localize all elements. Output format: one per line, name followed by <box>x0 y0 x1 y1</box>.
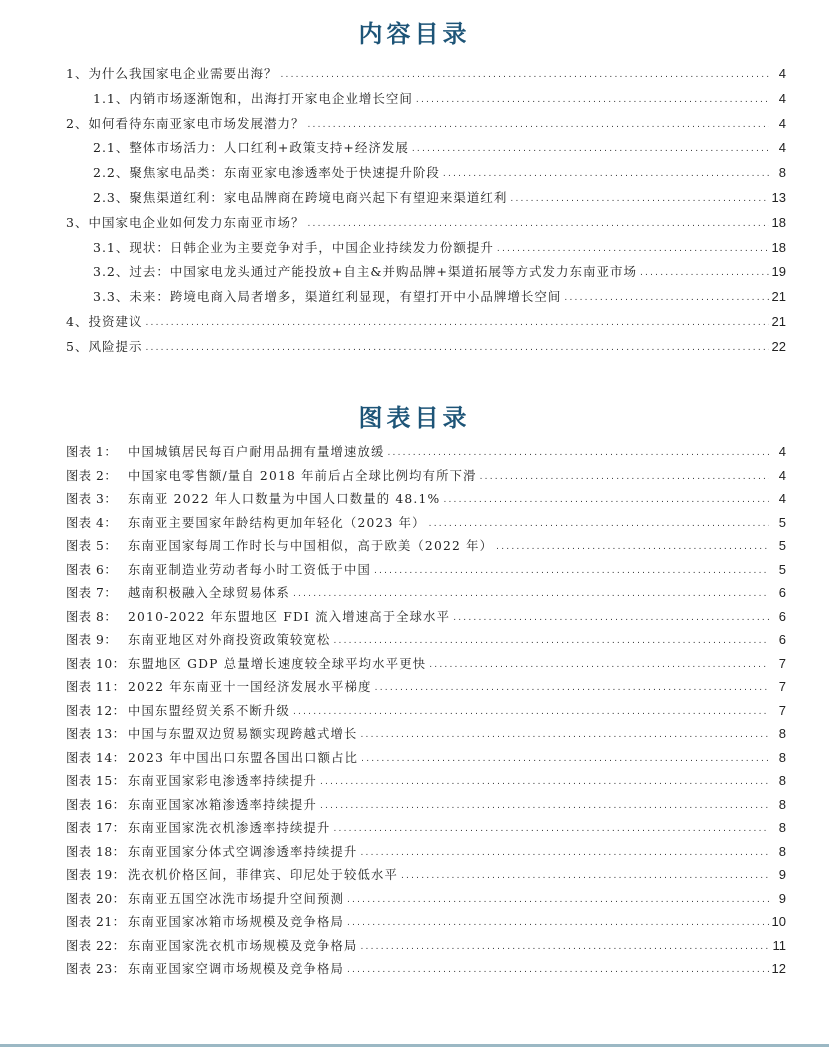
figure-entry[interactable] <box>66 957 786 981</box>
toc-entry-label[interactable]: 3.2、过去：中国家电龙头通过产能投放+自主&并购品牌+渠道拓展等方式发力东南亚市场 <box>93 264 637 280</box>
figure-number: 图表 9： <box>66 633 118 647</box>
toc-entry[interactable] <box>66 285 786 310</box>
figure-entry[interactable] <box>66 769 786 793</box>
figure-page: 5 <box>778 561 786 577</box>
figure-entry[interactable] <box>66 934 786 958</box>
dot-leader <box>307 212 768 236</box>
dot-leader <box>360 842 769 864</box>
figure-entry[interactable] <box>66 910 786 934</box>
figure-page: 8 <box>778 726 786 741</box>
figure-number: 图表 16： <box>66 797 126 812</box>
figure-page: 8 <box>778 773 786 788</box>
figure-entry[interactable] <box>66 652 786 676</box>
toc-entry-page: 19 <box>771 264 786 280</box>
dot-leader <box>374 560 769 582</box>
figure-entry[interactable] <box>66 464 786 488</box>
figure-entry[interactable] <box>66 722 786 746</box>
dot-leader <box>293 583 769 605</box>
figure-number: 图表 15： <box>66 774 126 788</box>
table-of-contents <box>66 62 786 360</box>
figure-label[interactable]: 中国城镇居民每百户耐用品拥有量增速放缓 <box>128 445 385 459</box>
figure-label[interactable]: 中国家电零售额/量自 2018 年前后占全球比例均有所下滑 <box>128 468 477 483</box>
figure-label[interactable]: 东南亚国家洗衣机市场规模及竞争格局 <box>128 938 358 953</box>
dot-leader <box>145 336 768 360</box>
dot-leader <box>429 654 769 676</box>
figure-page: 6 <box>778 585 786 600</box>
figure-number: 图表 19： <box>66 868 126 882</box>
figure-label[interactable]: 东南亚 2022 年人口数量为中国人口数量的 48.1% <box>128 492 441 506</box>
dot-leader <box>347 959 769 981</box>
toc-entry-label[interactable]: 2.3、聚焦渠道红利：家电品牌商在跨境电商兴起下有望迎来渠道红利 <box>93 189 508 205</box>
toc-entry[interactable] <box>66 236 786 261</box>
toc-entry[interactable] <box>66 62 786 87</box>
figure-page: 4 <box>778 491 786 506</box>
figure-label[interactable]: 东南亚地区对外商投资政策较宽松 <box>128 633 331 647</box>
dot-leader <box>510 187 768 211</box>
figure-label[interactable]: 东南亚国家分体式空调渗透率持续提升 <box>128 844 358 859</box>
figure-page: 5 <box>778 538 786 553</box>
figure-label[interactable]: 中国与东盟双边贸易额实现跨越式增长 <box>128 727 358 741</box>
figure-number: 图表 12： <box>66 703 126 718</box>
dot-leader <box>453 607 769 629</box>
figure-page: 9 <box>778 890 786 906</box>
figure-page: 8 <box>778 749 786 765</box>
dot-leader <box>375 677 769 699</box>
figure-entry[interactable] <box>66 675 786 699</box>
figure-entry[interactable] <box>66 558 786 582</box>
figure-label[interactable]: 东南亚五国空冰洗市场提升空间预测 <box>128 891 344 906</box>
figure-label[interactable]: 2023 年中国出口东盟各国出口额占比 <box>128 750 359 765</box>
dot-leader <box>347 889 769 911</box>
toc-entry-page: 13 <box>771 189 786 205</box>
figure-number: 图表 6： <box>66 562 118 577</box>
toc-entry-label[interactable]: 1、为什么我国家电企业需要出海？ <box>66 66 278 81</box>
figure-number: 图表 8： <box>66 609 118 624</box>
dot-leader <box>360 724 769 746</box>
toc-entry[interactable] <box>66 310 786 335</box>
dot-leader <box>640 261 769 285</box>
figure-page: 4 <box>778 467 786 483</box>
dot-leader <box>333 818 769 840</box>
toc-entry[interactable] <box>66 87 786 112</box>
dot-leader <box>480 466 769 488</box>
figure-page: 10 <box>771 914 786 929</box>
figure-entry[interactable] <box>66 581 786 605</box>
figure-label[interactable]: 东南亚国家洗衣机渗透率持续提升 <box>128 821 331 835</box>
dot-leader <box>412 137 769 161</box>
figure-page: 6 <box>778 632 786 647</box>
toc-entry-label[interactable]: 3.3、未来：跨境电商入局者增多，渠道红利显现，有望打开中小品牌增长空间 <box>93 289 562 305</box>
figure-label[interactable]: 东盟地区 GDP 总量增长速度较全球平均水平更快 <box>128 656 427 671</box>
figure-page: 9 <box>778 867 786 882</box>
figure-number: 图表 10： <box>66 656 126 671</box>
figure-label[interactable]: 东南亚国家冰箱渗透率持续提升 <box>128 797 317 812</box>
toc-entry-label[interactable]: 3、中国家电企业如何发力东南亚市场？ <box>66 214 305 230</box>
figure-entry[interactable] <box>66 840 786 864</box>
figure-number: 图表 4： <box>66 515 118 530</box>
figure-page: 7 <box>778 655 786 671</box>
toc-entry[interactable] <box>66 186 786 211</box>
figure-entry[interactable] <box>66 534 786 558</box>
figure-label[interactable]: 洗衣机价格区间，菲律宾、印尼处于较低水平 <box>128 868 398 882</box>
figure-label[interactable]: 东南亚主要国家年龄结构更加年轻化（2023 年） <box>128 515 426 530</box>
toc-entry[interactable] <box>66 136 786 161</box>
toc-entry-label[interactable]: 1.1、内销市场逐渐饱和，出海打开家电企业增长空间 <box>93 90 413 106</box>
figure-number: 图表 7： <box>66 586 118 600</box>
figure-number: 图表 21： <box>66 915 126 929</box>
toc-entry-page: 4 <box>778 115 786 131</box>
figure-label[interactable]: 越南积极融入全球贸易体系 <box>128 586 290 600</box>
figure-entry[interactable] <box>66 440 786 464</box>
figure-number: 图表 5： <box>66 539 118 553</box>
figure-page: 5 <box>778 514 786 530</box>
toc-entry-label[interactable]: 2、如何看待东南亚家电市场发展潜力？ <box>66 115 305 131</box>
toc-entry[interactable] <box>66 260 786 285</box>
dot-leader <box>401 865 769 887</box>
figure-page: 8 <box>778 796 786 812</box>
figure-entry[interactable] <box>66 816 786 840</box>
figure-page: 7 <box>778 702 786 718</box>
toc-entry-label[interactable]: 2.2、聚焦家电品类：东南亚家电渗透率处于快速提升阶段 <box>93 165 440 181</box>
figure-number: 图表 23： <box>66 962 126 976</box>
dot-leader <box>564 286 768 310</box>
figure-entry[interactable] <box>66 887 786 911</box>
figure-label[interactable]: 东南亚国家空调市场规模及竞争格局 <box>128 962 344 976</box>
figure-entry[interactable] <box>66 699 786 723</box>
toc-entry-label[interactable]: 4、投资建议 <box>66 313 143 329</box>
figure-number: 图表 17： <box>66 821 126 835</box>
figure-number: 图表 14： <box>66 750 126 765</box>
toc-entry-label[interactable]: 2.1、整体市场活力：人口红利+政策支持+经济发展 <box>93 140 409 156</box>
figure-label[interactable]: 东南亚国家彩电渗透率持续提升 <box>128 774 317 788</box>
toc-entry[interactable] <box>66 161 786 186</box>
dot-leader <box>293 701 769 723</box>
figure-list-heading: 图表目录 <box>358 403 471 432</box>
figure-number: 图表 3： <box>66 492 118 506</box>
figure-label[interactable]: 中国东盟经贸关系不断升级 <box>128 703 290 718</box>
dot-leader <box>360 936 769 958</box>
figure-page: 8 <box>778 843 786 859</box>
figure-entry[interactable] <box>66 793 786 817</box>
dot-leader <box>333 630 769 652</box>
figure-page: 6 <box>778 608 786 624</box>
figure-label[interactable]: 2022 年东南亚十一国经济发展水平梯度 <box>128 680 372 694</box>
figure-number: 图表 13： <box>66 727 126 741</box>
toc-entry-page: 8 <box>778 165 786 181</box>
toc-entry-page: 18 <box>771 239 786 255</box>
dot-leader <box>429 513 769 535</box>
figure-entry[interactable] <box>66 487 786 511</box>
dot-leader <box>387 442 769 464</box>
figure-page: 8 <box>778 820 786 835</box>
toc-entry-page: 4 <box>778 66 786 81</box>
toc-entry-page: 21 <box>771 289 786 305</box>
toc-entry-page: 4 <box>778 90 786 106</box>
figure-page: 4 <box>778 444 786 459</box>
dot-leader <box>497 237 769 261</box>
figure-number: 图表 22： <box>66 938 126 953</box>
toc-heading: 内容目录 <box>358 19 471 48</box>
figure-label[interactable]: 东南亚国家每周工作时长与中国相似，高于欧美（2022 年） <box>128 539 494 553</box>
toc-entry-label[interactable]: 3.1、现状：日韩企业为主要竞争对手，中国企业持续发力份额提升 <box>93 239 494 255</box>
figure-number: 图表 18： <box>66 844 126 859</box>
figure-entry[interactable] <box>66 605 786 629</box>
list-of-figures <box>66 440 786 981</box>
figure-entry[interactable] <box>66 863 786 887</box>
toc-entry[interactable] <box>66 211 786 236</box>
figure-page: 12 <box>771 961 786 976</box>
dot-leader <box>320 795 769 817</box>
figure-page: 11 <box>772 937 786 953</box>
figure-page: 7 <box>778 679 786 694</box>
figure-number: 图表 20： <box>66 891 126 906</box>
figure-number: 图表 2： <box>66 468 118 483</box>
dot-leader <box>361 748 769 770</box>
dot-leader <box>145 311 768 335</box>
dot-leader <box>307 113 769 137</box>
figure-label[interactable]: 东南亚制造业劳动者每小时工资低于中国 <box>128 562 371 577</box>
figure-number: 图表 11： <box>66 680 126 694</box>
toc-entry-page: 21 <box>771 313 786 329</box>
toc-entry-page: 4 <box>778 140 786 156</box>
figure-number: 图表 1： <box>66 445 118 459</box>
toc-entry-page: 22 <box>771 338 786 354</box>
dot-leader <box>496 536 769 558</box>
dot-leader <box>443 489 769 511</box>
dot-leader <box>443 162 769 186</box>
figure-entry[interactable] <box>66 628 786 652</box>
toc-entry[interactable] <box>66 112 786 137</box>
dot-leader <box>280 63 769 87</box>
figure-label[interactable]: 2010-2022 年东盟地区 FDI 流入增速高于全球水平 <box>128 609 451 624</box>
figure-entry[interactable] <box>66 746 786 770</box>
toc-entry-page: 18 <box>771 214 786 230</box>
toc-entry[interactable] <box>66 335 786 360</box>
figure-entry[interactable] <box>66 511 786 535</box>
dot-leader <box>320 771 769 793</box>
dot-leader <box>347 912 769 934</box>
figure-label[interactable]: 东南亚国家冰箱市场规模及竞争格局 <box>128 915 344 929</box>
toc-entry-label[interactable]: 5、风险提示 <box>66 338 143 354</box>
dot-leader <box>416 88 769 112</box>
